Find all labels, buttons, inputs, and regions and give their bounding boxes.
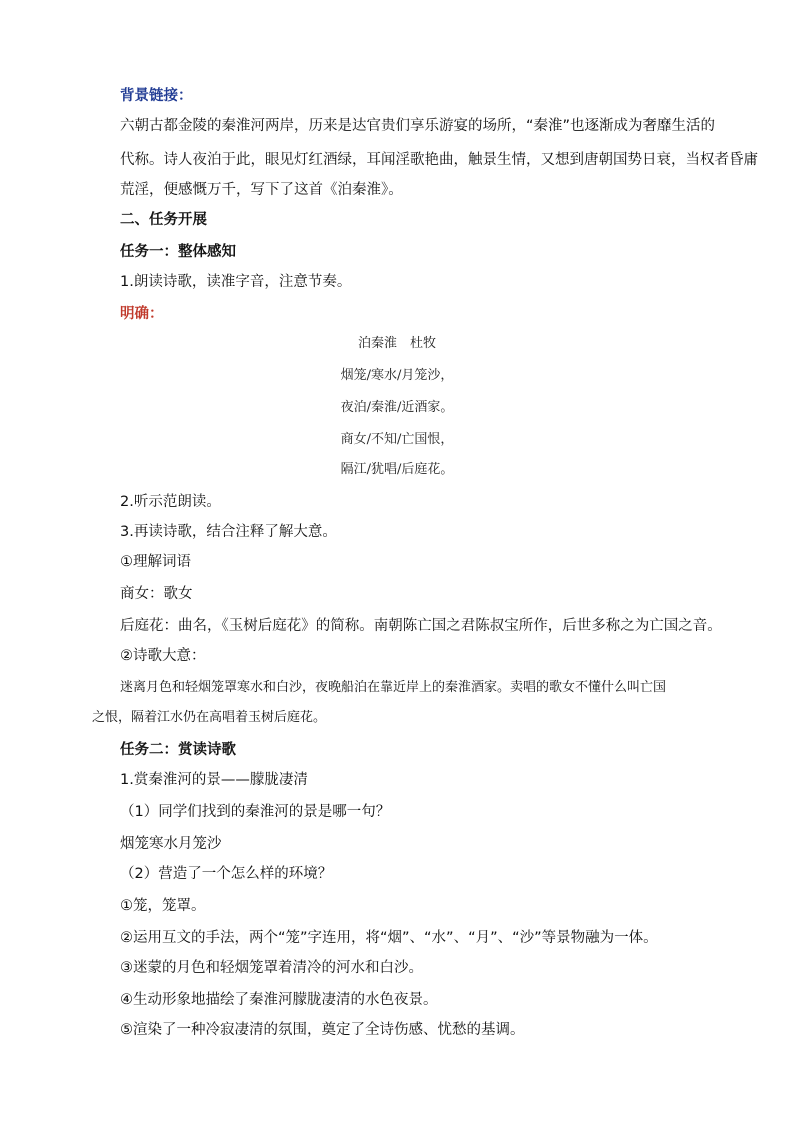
point-item: ③迷蒙的月色和轻烟笼罩着清冷的河水和白沙。 [120,960,423,976]
poem-line: 隔江/犹唱/后庭花。 [340,462,454,477]
term-definition: 后庭花：曲名，《玉树后庭花》的简称。南朝陈亡国之君陈叔宝所作，后世多称之为亡国之音。 [120,618,722,634]
section-heading: 二、任务开展 [120,212,207,228]
answer-label: 明确： [120,306,164,322]
background-paragraph-line: 代称。诗人夜泊于此，眼见灯红酒绿，耳闻淫歌艳曲，触景生情，又想到唐朝国势日衰，当权者昏庸 [120,152,758,168]
task2-heading: 任务二：赏读诗歌 [120,742,236,758]
task1-item: 1.朗读诗歌，读准字音，注意节奏。 [120,274,352,290]
point-item: ⑤渲染了一种冷寂凄清的氛围，奠定了全诗伤感、忧愁的基调。 [120,1022,525,1038]
point-item: ①笼，笼罩。 [120,898,206,914]
poem-line: 商女/不知/亡国恨， [340,432,454,447]
point-item: ④生动形象地描绘了秦淮河朦胧凄清的水色夜景。 [120,992,438,1008]
task1-item: 3.再读诗歌，结合注释了解大意。 [120,524,337,540]
answer: 烟笼寒水月笼沙 [120,836,222,852]
task1-item: 2.听示范朗读。 [120,494,221,510]
poem-title: 泊秦淮 杜牧 [357,336,436,351]
background-paragraph-line: 荒淫，便感慨万千，写下了这首《泊秦淮》。 [120,182,403,198]
point-item: ②运用互文的手法，两个“笼”字连用，将“烟”、“水”、“月”、“沙”等景物融为一体。 [120,930,658,946]
poem-line: 夜泊/秦淮/近酒家。 [340,400,454,415]
background-heading: 背景链接： [120,88,193,104]
question: （2）营造了一个怎么样的环境？ [120,866,333,882]
task1-heading: 任务一：整体感知 [120,244,236,260]
question: （1）同学们找到的秦淮河的景是哪一句？ [120,804,391,820]
sub-heading: ②诗歌大意： [120,648,206,664]
poem-meaning-line: 之恨，隔着江水仍在高唱着玉树后庭花。 [92,710,327,725]
sub-heading: ①理解词语 [120,554,191,570]
task2-item: 1.赏秦淮河的景——朦胧凄清 [120,772,308,788]
poem-line: 烟笼/寒水/月笼沙， [340,368,454,383]
poem-meaning-line: 迷离月色和轻烟笼罩寒水和白沙，夜晚船泊在靠近岸上的秦淮酒家。卖唱的歌女不懂什么叫亡国 [120,680,667,695]
background-paragraph-line: 六朝古都金陵的秦淮河两岸，历来是达官贵们享乐游宴的场所，“秦淮”也逐渐成为奢靡生活的 [120,118,716,134]
term-definition: 商女：歌女 [120,586,193,602]
